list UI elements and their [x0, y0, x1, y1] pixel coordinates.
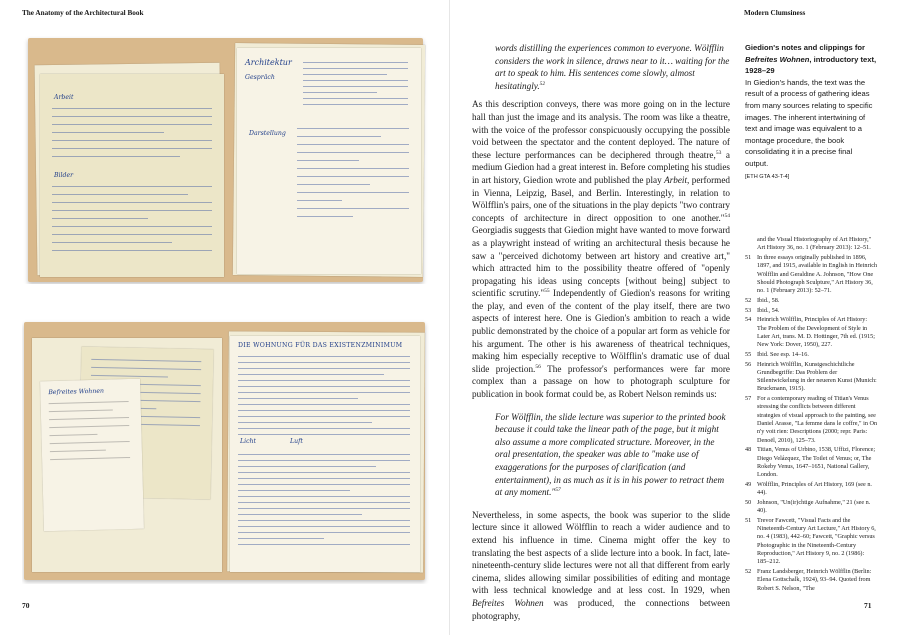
paragraph-lecture-theatre: As this description conveys, there was more going on in the lecture hall than just the image and its analysis. The room was like a theatre, with the voice of the professor conspicuously occupying the possible void between the spectator and the content deployed. The nature of these lecture performances can be deciphered through theatre,$^{53}$ a medium Giedion had a great interest in. Before completing his studies in art history, Giedion wrote and published the play Arbeit, performed in Vienna, Leipzig, Basel, and Berlin. Interestingly, in relation to Wölfflin's pairs, one of the situations in the play depicts "two contrary concepts of architecture in direct opposition to one another."$^{54}$ Georgiadis suggests that Giedion might have wanted to move forward as a playwright instead of writing an architectural thesis because he saw a "perceived dichotomy between art history and creative art," which attracted him to the possibility theatre offered of "openly propagating his ideas using concepts [without being] subject to scientific scrutiny."$^{55}$ Independently of Giedion's reasons for writing the play, and even of the content of the play itself, there are two aspects of interest here. One is Giedion's ambition to reach a wide public demonstrated by the choice of a popular art form as vehicle for his argument. The other is his awareness of theatrical techniques, making him especially receptive to Wölfflin's dramatic use of dual slide projection.$^{56}$ The professor's performances were far more complex than a passage on how to photograph sculpture for publication in book format could be, as Robert Nelson reminds us:: [472, 99, 731, 400]
play-title: Arbeit: [664, 174, 688, 185]
endnote-item: [745, 351, 878, 359]
scribble-word: Arbeit: [54, 94, 74, 101]
endnote-item: [745, 517, 878, 567]
endnote-number: 51: [745, 253, 752, 261]
endnote-number: 49: [745, 480, 752, 488]
endnote-text: Ibid., 54.: [757, 306, 780, 314]
endnote-ref: 56: [535, 363, 541, 370]
right-manuscript-sheet: [237, 48, 421, 274]
paragraph-book-vs-lecture: Nevertheless, in some aspects, the book was superior to the slide lecture since it allowed Wölfflin to reach a wider audience and to extend his influence in time. Cinema might offer the key to translating the best aspects of a slide lecture into a book. In fact, late-nineteenth-century slide lectures were not all that different from early cinema, slides allowing similar possibilities of editing and montage with less technical knowledge and at less cost. In 1929, when Befreites Wohnen was produced, the connections between photography,: [472, 509, 730, 621]
block-quote-wolfflin-description: words distilling the experiences common to everyone. Wölfflin considers the work in silence, draws near to it… waiting for the art to speak to him. His sentences come slowly, almost hesitatingly.$^{52}$: [495, 43, 730, 91]
endnotes-column: [745, 236, 878, 594]
book-gutter: [449, 0, 450, 635]
photo-manuscript-folder-top: [22, 36, 429, 284]
endnote-number: [745, 236, 757, 253]
left-manuscript-sheet: [40, 74, 224, 277]
running-head-right: Modern Clumsiness: [744, 9, 806, 17]
endnote-text: Franz Landsberger, Heinrich Wölfflin (Berlin: Elena Gottschalk, 1924), 93–94. Quoted from Robert S. Nelson, "The: [757, 567, 872, 592]
endnote-number: 54: [745, 316, 752, 324]
handwriting-lines: [49, 401, 131, 467]
endnote-number: 53: [745, 306, 752, 314]
scribble-word: Bilder: [54, 172, 74, 179]
handwriting-lines: [303, 62, 408, 110]
endnote-text: Wölfflin, Principles of Art History, 169 (see n. 44).: [757, 480, 872, 497]
endnote-item: [745, 499, 878, 516]
endnote-item: [745, 316, 878, 349]
endnote-ref: 57: [555, 487, 561, 494]
endnote-text: Trevor Fawcett, "Visual Facts and the Nineteenth-Century Art Lecture," Art History 6, no. 4 (1983), 442–60; Fawcett, "Graphic versus Photographic in the Nineteenth-Century Reproduction," Art History 9, no. 2 (1986): 185–212.: [757, 516, 876, 566]
main-text-column: [472, 42, 730, 622]
page-number-left: 70: [22, 601, 30, 610]
page-number-right: 71: [864, 601, 872, 610]
endnote-item: [745, 307, 878, 315]
caption-text: In Giedion's hands, the text was the result of a process of gathering ideas from many sources relating to specific images. The inherent intertwining of text and image was equivalent to a montage procedure, the book consolidating it in a precise final output.: [745, 77, 873, 168]
endnote-text: Titian, Venus of Urbino, 1538, Uffizi, Florence; Diego Velázquez, The Toilet of Venus; or, The Rokeby Venus, 1647–1651, National Gallery, London.: [757, 446, 876, 479]
endnote-number: 56: [745, 360, 752, 368]
handwriting-lines: [52, 186, 212, 258]
endnote-ref: 55: [544, 288, 550, 295]
scribble-word: Licht: [240, 438, 257, 445]
endnote-number: 50: [745, 498, 752, 506]
scribble-word: Luft: [290, 438, 303, 445]
caption-archive-reference: [ETH GTA 43-T-4]: [745, 173, 790, 180]
manuscript-heading: DIE WOHNUNG FÜR DAS EXISTENZMINIMUM: [238, 342, 403, 349]
scribble-word: Gespräch: [245, 74, 275, 81]
endnote-item: [745, 568, 878, 593]
endnote-text: For a contemporary reading of Titian's Venus stressing the conflicts between different strategies of visual approach to the painting, see Daniel Arasse, "La femme dans le coffre," in On n'y voit rien: Descriptions (2000; repr. Paris: Denoël, 2010), 125–73.: [757, 395, 878, 444]
scribble-title: Architektur: [245, 58, 292, 67]
endnote-item: [745, 361, 878, 394]
endnote-number: 48: [745, 446, 752, 454]
caption-title: Giedion's notes and clippings for Befreites Wohnen, introductory text, 1928–29: [745, 43, 877, 76]
scribble-word: Befreites Wohnen: [48, 387, 105, 397]
endnote-ref: 53: [715, 149, 722, 156]
handwriting-lines: [238, 454, 410, 550]
endnote-text: Johnson, "Un(ir)chtige Aufnahme," 21 (see n. 40).: [757, 498, 871, 515]
handwriting-lines: [52, 108, 212, 164]
endnote-number: 57: [745, 395, 752, 403]
endnote-item: [745, 236, 878, 253]
endnote-text: Heinrich Wölfflin, Kunstgeschichtliche Grundbegriffe: Das Problem der Stilentwickelung in der neueren Kunst (Munich: Bruckmann, 1915).: [757, 360, 877, 393]
endnote-item: [745, 395, 878, 445]
endnote-text: In three essays originally published in 1896, 1897, and 1915, available in English in Heinrich Wölfflin and Geraldine A. Johnson, "How One Should Photograph Sculpture," Art History 36, no. 1 (February 2013): 52–71.: [757, 253, 878, 295]
handwriting-lines: [238, 356, 410, 440]
running-head-left: The Anatomy of the Architectural Book: [22, 9, 144, 17]
endnote-ref: 54: [724, 212, 730, 219]
block-quote-nelson: For Wölfflin, the slide lecture was superior to the printed book because it could take the linear path of the page, but it might also assume a more complicated structure. Moreover, in the oral presentation, the speaker was able to "make use of exaggerations for the purposes of clarification (and entertainment), in as much as it is in his power to retract them at any moment."$^{57}$: [495, 411, 726, 498]
book-title: Befreites Wohnen: [472, 597, 544, 608]
figure-caption: [745, 42, 877, 183]
endnote-text: Heinrich Wölfflin, Principles of Art History: The Problem of the Development of Style in Later Art, trans. M. D. Hottinger, 7th ed. (1915; New York: Dover, 1950), 227.: [757, 316, 875, 349]
endnote-text: Ibid., 58.: [757, 296, 780, 304]
endnote-item: [745, 297, 878, 305]
endnote-item: [745, 254, 878, 295]
endnote-ref: 52: [539, 80, 546, 87]
scribble-word: Darstellung: [249, 130, 286, 137]
handwriting-lines: [297, 128, 409, 224]
note-card: [40, 379, 144, 532]
endnote-number: 51: [745, 516, 752, 524]
endnote-number: 52: [745, 567, 752, 575]
endnote-number: 52: [745, 296, 752, 304]
endnote-number: 55: [745, 350, 752, 358]
endnote-text: Ibid. See esp. 14–16.: [757, 350, 809, 358]
endnote-item: [745, 481, 878, 498]
right-manuscript-sheet: [230, 336, 420, 572]
photo-manuscript-folder-bottom: [22, 318, 429, 584]
endnote-text: and the Visual Historiography of Art History," Art History 36, no. 1 (February 2013): 12–51.: [757, 236, 872, 252]
endnote-item: [745, 446, 878, 479]
